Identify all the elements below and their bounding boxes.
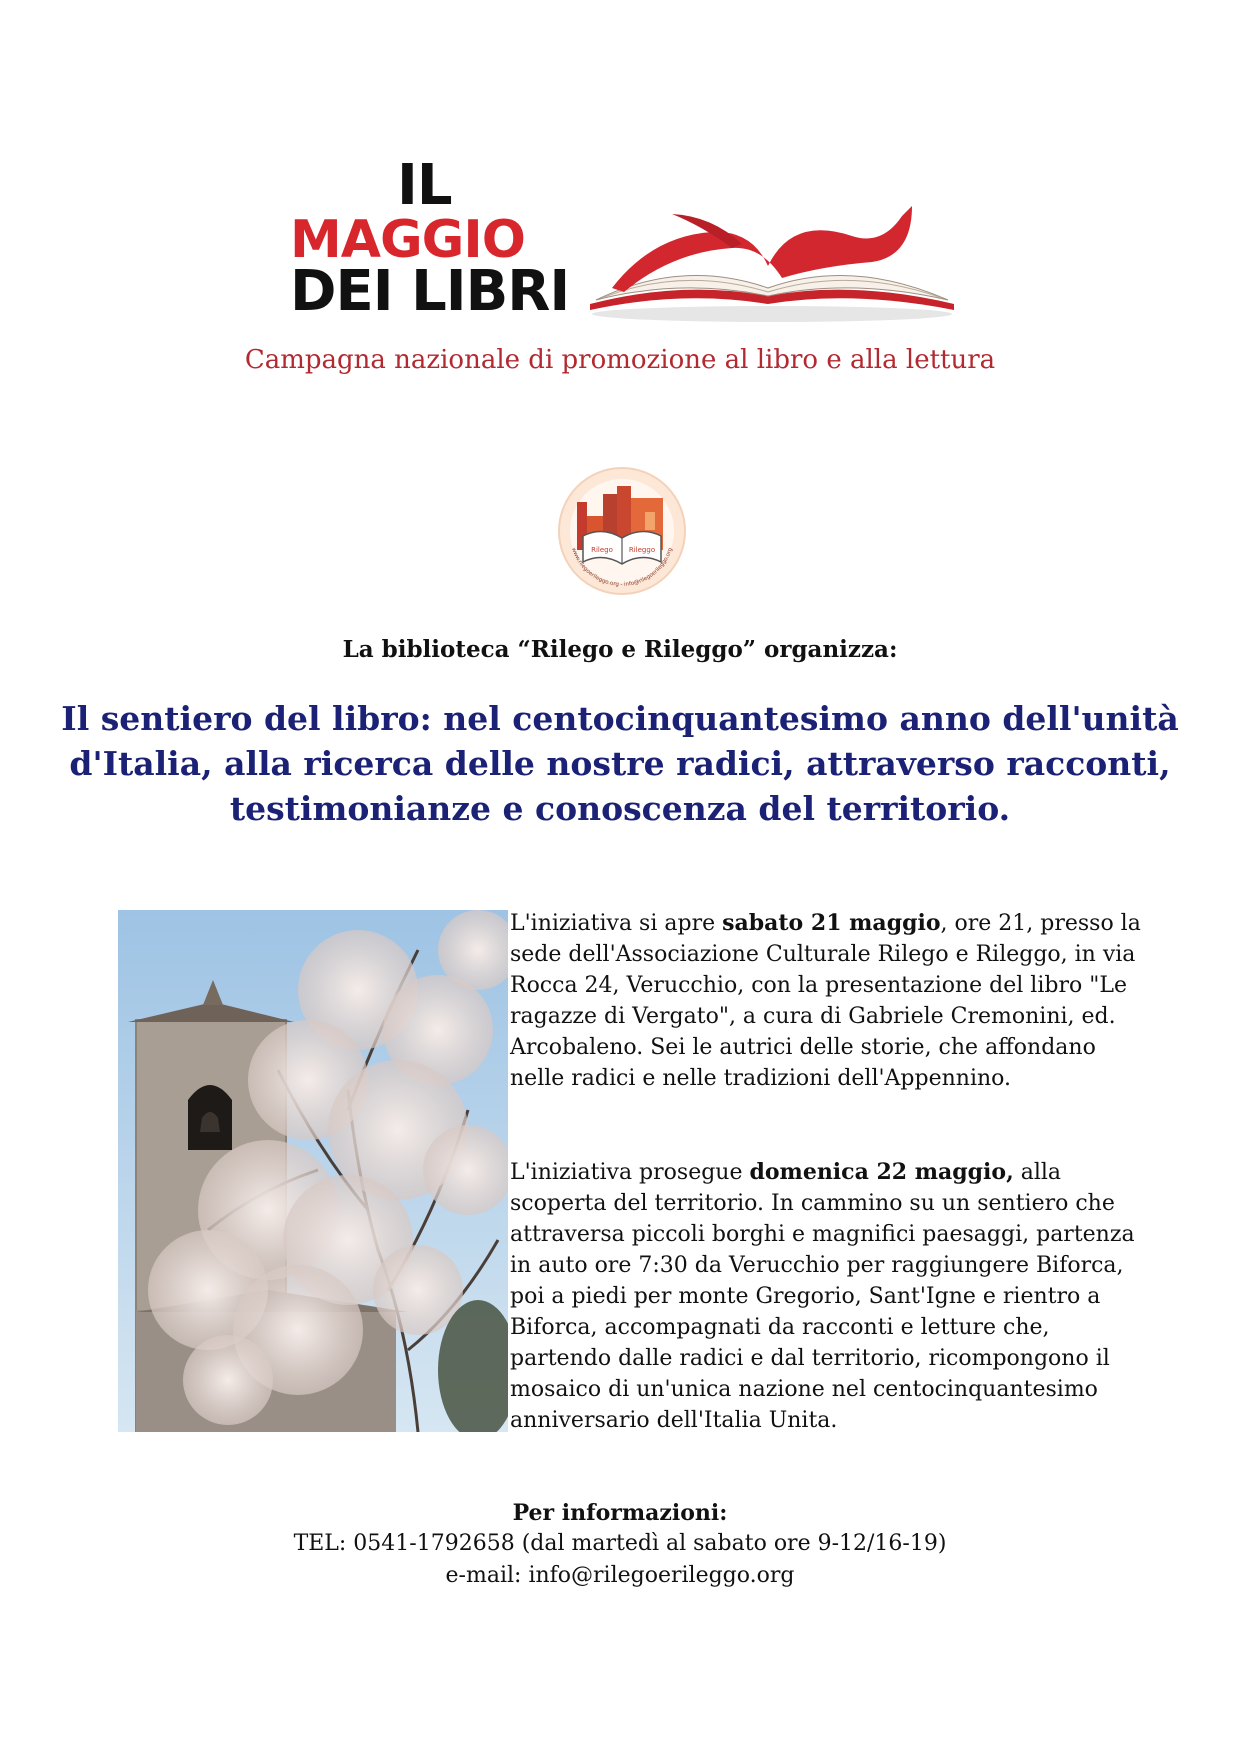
library-logo-right-page: Rileggo (628, 546, 656, 554)
paragraph-saturday-intro: L'iniziativa si apre (510, 911, 723, 936)
paragraph-sunday-text: alla scoperta del territorio. In cammino su un sentiero che attraversa piccoli borghi e magnifici paesaggi, partenza in auto ore 7:30 da Verucchio per raggiungere Biforca, poi a piedi per monte Gregorio, Sant'Igne e rientro a Biforca, accompagnati da racconti e letture che, partendo dalle radici e dal territorio, ricompongono il mosaico di un'unica nazione nel centocinquantesimo anniversario dell'Italia Unita. (510, 1160, 1135, 1433)
event-headline: Il sentiero del libro: nel centocinquantesimo anno dell'unità d'Italia, alla ricerca delle nostre radici, attraverso racconti, testimonianze e conoscenza del territorio. (61, 699, 1179, 828)
info-heading: Per informazioni: (512, 1500, 728, 1526)
bell-tower-photo (118, 910, 508, 1432)
email-line: e-mail: info@rilegoerileggo.org (445, 1563, 795, 1588)
open-book-icon (582, 196, 962, 326)
library-logo-ring-text: www.rilegoerileggo.org - info@rilegoerileggo.org (570, 547, 674, 588)
paragraph-saturday-text: , ore 21, presso la sede dell'Associazione Culturale Rilego e Rileggo, in via Rocca 24, Verucchio, con la presentazione del libro "Le ragazze di Vergato", a cura di Gabriele Cremonini, ed. Arcobaleno. Sei le autrici delle storie, che affondano nelle radici e nelle tradizioni dell'Appennino. (510, 911, 1141, 1091)
logo-tagline: Campagna nazionale di promozione al libro e alla lettura (244, 345, 996, 375)
phone-line: TEL: 0541-1792658 (dal martedì al sabato ore 9-12/16-19) (293, 1531, 947, 1556)
library-logo (557, 466, 687, 596)
organizer-line: La biblioteca “Rilego e Rileggo” organizza: (342, 636, 898, 663)
paragraph-sunday-intro: L'iniziativa prosegue (510, 1160, 750, 1185)
logo-word-maggio: MAGGIO (290, 210, 525, 270)
library-logo-left-page: Rilego (591, 546, 613, 554)
sunday-date: domenica 22 maggio, (749, 1159, 1014, 1185)
saturday-date: sabato 21 maggio (722, 910, 941, 936)
logo-word-dei-libri: DEI LIBRI (290, 259, 570, 324)
paragraph-sunday (510, 1157, 1150, 1436)
paragraph-saturday (510, 908, 1150, 1094)
logo-word-il: IL (397, 153, 452, 218)
